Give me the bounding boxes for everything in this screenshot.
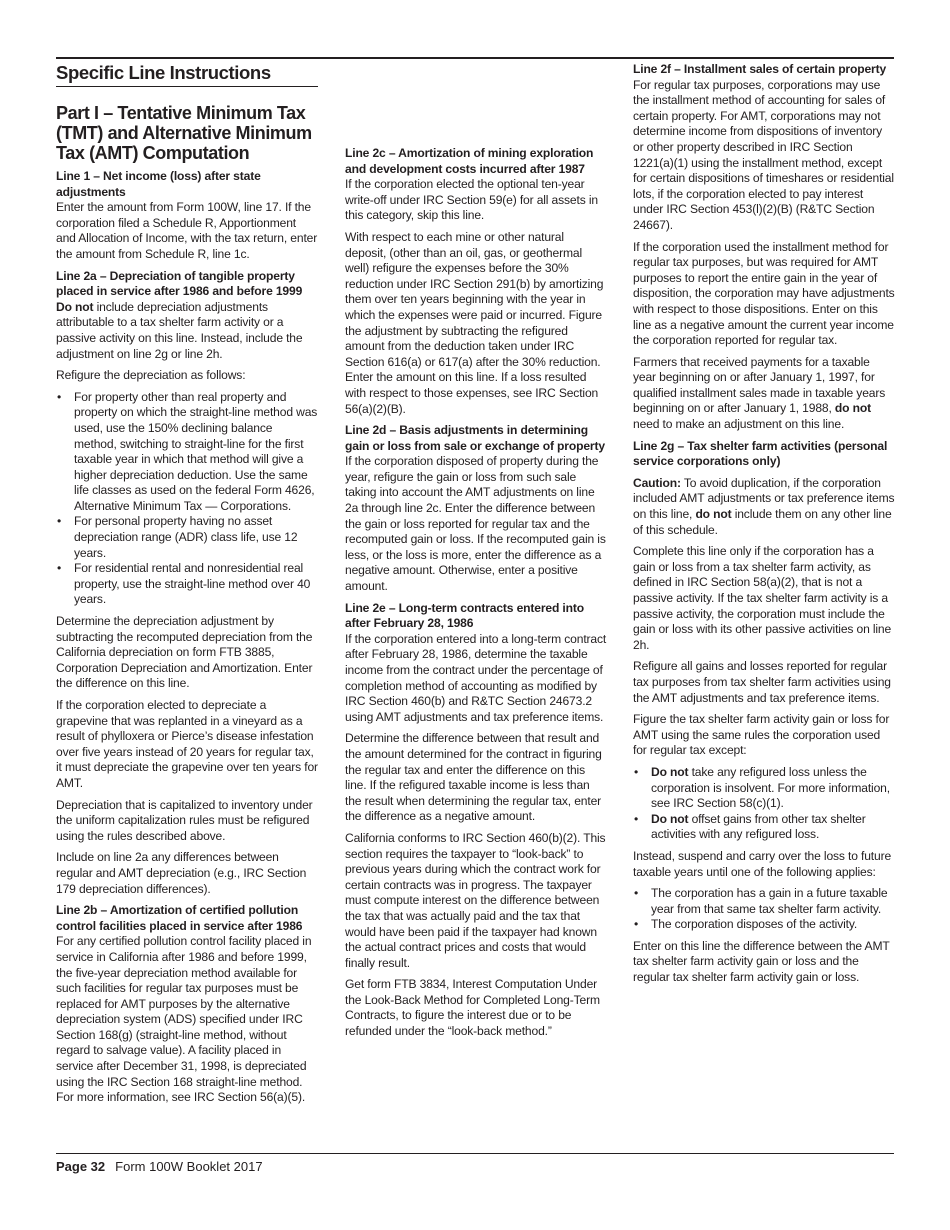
line-2g-para: Refigure all gains and losses reported for regular tax purposes from tax shelter farm activities using the AMT adjustments and tax preference items. [633, 659, 891, 705]
line-2b-heading: Line 2b – Amortization of certified pollution control facilities placed in service after 1986 [56, 903, 303, 933]
line-2g-para: Figure the tax shelter farm activity gain or loss for AMT using the same rules the corporation used for regular tax except: [633, 712, 890, 758]
line-2e-para: California conforms to IRC Section 460(b)(2). This section requires the taxpayer to “look-back” to previous years during which the contract work for certain contracts was in progress. The taxpayer must compute interest on the difference between the tax that was actually paid and the tax that would have been paid if the taxpayer had known the actual contract prices and costs that would finally result. [345, 830, 606, 970]
line-2c-text: If the corporation elected the optional ten-year write-off under IRC Section 59(e) for all assets in this category, skip this line. [345, 177, 598, 223]
line-2c-para: With respect to each mine or other natural deposit, (other than an oil, gas, or geothermal well) refigure the expenses before the 30% reduction under IRC Section 291(b) by amortizing them over ten years beginning with the year in which the expenses were paid or incurred. Figure the adjustment by subtracting the refigured amount from the deduction taken under IRC Section 616(a) or 617(a) after the 30% reduction. Enter the amount on this line. If a loss resulted with respect to those expenses, see IRC Section 56(a)(2)(B). [345, 229, 604, 416]
line-2g-bullet: • The corporation has a gain in a future taxable year from that same tax shelter farm activity. [633, 886, 895, 917]
line-2a-bullet: • For residential rental and nonresidential real property, use the straight-line method over 40 years. [56, 561, 318, 608]
line-2g-bullets-2 [633, 886, 895, 933]
line-2f-para [633, 355, 895, 433]
line-2a-para: Depreciation that is capitalized to inventory under the uniform capitalization rules must be refigured using the rules described above. [56, 797, 313, 843]
line-2a-para: Include on line 2a any differences between regular and AMT depreciation (e.g., IRC Section 179 depreciation differences). [56, 850, 307, 896]
line-1-heading: Line 1 – Net income (loss) after state adjustments [56, 169, 261, 199]
line-2f-heading: Line 2f – Installment sales of certain property [633, 62, 887, 76]
bullet-text: offset gains from other tax shelter activities with any refigured loss. [651, 811, 866, 842]
caution-text-end: include them on any other line of this schedule. [633, 507, 892, 537]
line-2a-heading: Line 2a – Depreciation of tangible property placed in service after 1986 and before 1999 [56, 268, 303, 299]
line-2e-text: If the corporation entered into a long-term contract after February 28, 1986, determine the taxable income from the contract under the percentage of completion method of accounting as modified by IRC Section 460(b) and R&TC Section 24673.2 using AMT adjustments and tax preference items. [345, 631, 607, 724]
line-2f-p3-end: need to make an adjustment on this line. [633, 417, 845, 432]
column-2 [345, 62, 607, 1046]
line-2e-para: Determine the difference between that result and the amount determined for the contract in figuring the regular tax and enter the difference on this line. If the refigured taxable income is less than the result when determining the regular tax, enter the difference as a negative amount. [345, 731, 602, 824]
bullet-text: take any refigured loss unless the corporation is insolvent. For more information, see IRC Section 58(c)(1). [651, 764, 890, 811]
line-2a-para: Determine the depreciation adjustment by subtracting the recomputed depreciation from the California depreciation on form FTB 3885, Corporation Depreciation and Amortization. Enter the difference on this line. [56, 614, 313, 691]
line-2g-heading: Line 2g – Tax shelter farm activities (personal service corporations only) [633, 438, 888, 469]
line-2b-continued-spacer [345, 62, 607, 140]
line-2a-bullets [56, 390, 318, 608]
line-2a-do-not: Do not [56, 299, 94, 314]
top-rule [56, 57, 894, 59]
caution-do-not: do not [695, 507, 732, 522]
line-2g-caution [633, 476, 895, 538]
column-1 [56, 62, 318, 1112]
line-2a-block [56, 269, 318, 363]
line-2e-heading: Line 2e – Long-term contracts entered into after February 28, 1986 [345, 600, 584, 631]
line-2g-para: Instead, suspend and carry over the loss to future taxable years until one of the following applies: [633, 848, 892, 879]
caution-label: Caution: [633, 475, 681, 490]
line-1-text: Enter the amount from Form 100W, line 17. If the corporation filed a Schedule R, Apportionment and Allocation of Income, with the tax return, enter the amount from Schedule R, line 1c. [56, 200, 318, 261]
line-2f-do-not: do not [834, 401, 871, 416]
part-title: Part I – Tentative Minimum Tax (TMT) and Alternative Minimum Tax (AMT) Computation [56, 103, 312, 163]
line-2a-bullet: • For personal property having no asset depreciation range (ADR) class life, use 12 years. [56, 514, 318, 561]
line-2e-para: Get form FTB 3834, Interest Computation Under the Look-Back Method for Completed Long-Term Contracts, to figure the interest due or to be refunded under the “look-back method.” [345, 977, 600, 1039]
caution-text: To avoid duplication, if the corporation included AMT adjustments or tax preference items on this line, [633, 475, 895, 522]
line-2c-block [345, 146, 607, 224]
line-2f-para: If the corporation used the installment method for regular tax purposes, but was required for AMT purposes to report the entire gain in the year of disposition, the corporation may have adjustments with respect to those dispositions. Enter on this line as a negative amount the current year income the corporation reported for regular tax. [633, 239, 895, 348]
line-2d-text: If the corporation disposed of property during the year, refigure the gain or loss from such sale taking into account the AMT adjustments on line 2a through line 2c. Enter the difference between the gain or loss reported for regular tax and the recomputed gain or loss. If the recomputed gain is less, or the loss is more, enter the difference as a negative amount. Otherwise, enter a positive amount. [345, 454, 606, 594]
line-2a-bullet: • For property other than real property and property on which the straight-line method was used, use the 150% declining balance method, switching to straight-line for the first taxable year in which that method will give a higher depreciation deduction. Use the same life classes as used on the federal Form 4626, Alternative Minimum Tax — Corporations. [56, 390, 318, 515]
line-2b-text: For any certified pollution control facility placed in service in California after 1986 and before 1999, the five-year depreciation method available for such facilities for regular tax purposes must be replaced for AMT purposes by the alternative depreciation system (ADS) specified under IRC Section 168(g) (straight-line method, without regard to salvage value). A facility placed in service after December 31, 1998, is depreciated using the IRC Section 168 straight-line method. For more information, see IRC Section 56(a)(5). [56, 934, 312, 1105]
page-number: Page 32 [56, 1159, 106, 1174]
line-2f-block [633, 62, 895, 234]
line-2g-para: Enter on this line the difference between the AMT tax shelter farm activity gain or loss and the regular tax shelter farm activity gain or loss. [633, 938, 890, 985]
line-1-block [56, 169, 318, 263]
line-2g-block [633, 439, 895, 470]
section-title: Specific Line Instructions [56, 62, 318, 87]
bullet-do-not: Do not [651, 764, 689, 779]
line-2a-refigure: Refigure the depreciation as follows: [56, 368, 246, 383]
bullet-do-not: Do not [651, 811, 689, 826]
line-2d-heading: Line 2d – Basis adjustments in determining gain or loss from sale or exchange of property [345, 423, 605, 453]
line-2g-bullets [633, 765, 895, 843]
line-2g-bullet: • The corporation disposes of the activity. [633, 917, 895, 933]
line-2g-bullet [633, 765, 895, 812]
line-2f-text: For regular tax purposes, corporations may use the installment method of accounting for sales of certain property. For AMT, corporations may not determine income from dispositions of inventory or other property described in IRC Section 1221(a)(1) using the installment method, except for certain dispositions of timeshares or residential lots, if the corporation elected to pay interest under IRC Section 453(l)(2)(B) (R&TC Section 24667). [633, 77, 894, 232]
form-name: Form 100W Booklet 2017 [115, 1159, 263, 1174]
page-footer [56, 1159, 263, 1174]
line-2f-p3-text: Farmers that received payments for a taxable year beginning on or after January 1, 1997, for qualified installment sales made in taxable years beginning on or after January 1, 1988, [633, 354, 886, 416]
line-2b-block [56, 903, 318, 1106]
line-2c-heading: Line 2c – Amortization of mining exploration and development costs incurred after 1987 [345, 146, 594, 176]
column-3 [633, 62, 895, 992]
footer-rule [56, 1153, 894, 1154]
line-2d-block [345, 423, 607, 595]
line-2a-text: include depreciation adjustments attributable to a tax shelter farm activity or a passive activity on this line. Instead, include the adjustment on line 2g or line 2h. [56, 299, 303, 361]
line-2g-para: Complete this line only if the corporation has a gain or loss from a tax shelter farm activity, as defined in IRC Section 58(a)(2), that is not a passive activity. If the tax shelter farm activity is a passive activity, the corporation must include the gain or loss with its other passive activities on line 2h. [633, 544, 892, 652]
line-2g-bullet [633, 812, 895, 843]
line-2a-para: If the corporation elected to depreciate a grapevine that was replanted in a vineyard as a result of phylloxera or Pierce’s disease infestation over five years instead of 20 years for regular tax, it must depreciate the grapevine over ten years for AMT. [56, 698, 318, 790]
line-2e-block [345, 601, 607, 726]
